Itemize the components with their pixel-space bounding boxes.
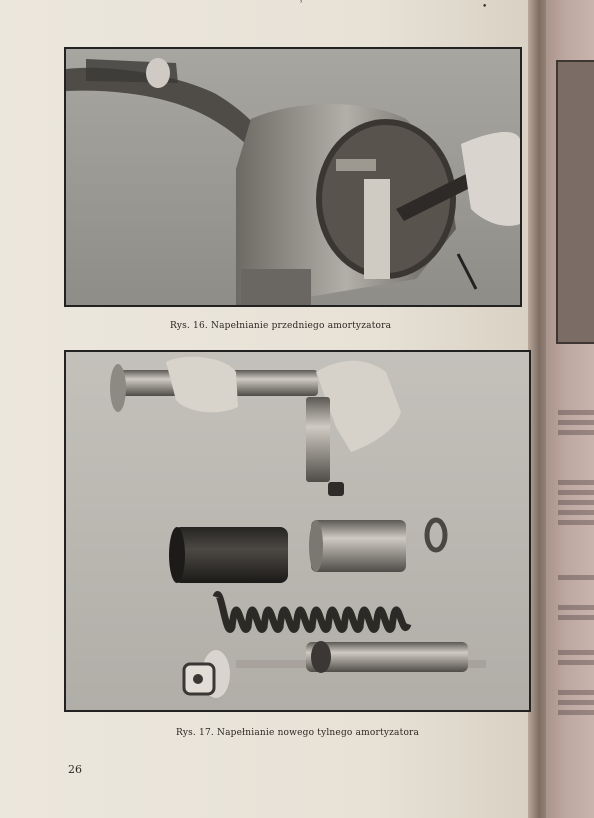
figure-16-photo xyxy=(64,47,522,307)
figure-16-caption: Rys. 16. Napełnianie przedniego amortyzatora xyxy=(170,321,392,331)
facing-text-line xyxy=(558,690,594,695)
front-shock-illustration xyxy=(66,49,520,305)
facing-text-line xyxy=(558,660,594,665)
print-mark: ʾ xyxy=(300,0,303,10)
facing-text-line xyxy=(558,420,594,425)
facing-page-photo xyxy=(556,60,594,344)
facing-text-line xyxy=(558,575,594,580)
figure-17-photo xyxy=(64,350,531,712)
facing-text-line xyxy=(558,410,594,415)
print-mark: • xyxy=(482,2,488,12)
rear-shock-illustration xyxy=(66,352,529,710)
facing-text-line xyxy=(558,700,594,705)
facing-page-edge xyxy=(546,0,594,818)
facing-text-line xyxy=(558,615,594,620)
facing-text-line xyxy=(558,605,594,610)
facing-text-line xyxy=(558,500,594,505)
facing-text-line xyxy=(558,430,594,435)
page-number: 26 xyxy=(68,763,82,776)
facing-text-line xyxy=(558,480,594,485)
facing-text-line xyxy=(558,520,594,525)
facing-text-line xyxy=(558,510,594,515)
facing-text-line xyxy=(558,490,594,495)
figure-17-caption: Rys. 17. Napełnianie nowego tylnego amortyzatora xyxy=(176,728,420,738)
facing-text-line xyxy=(558,650,594,655)
facing-text-line xyxy=(558,710,594,715)
